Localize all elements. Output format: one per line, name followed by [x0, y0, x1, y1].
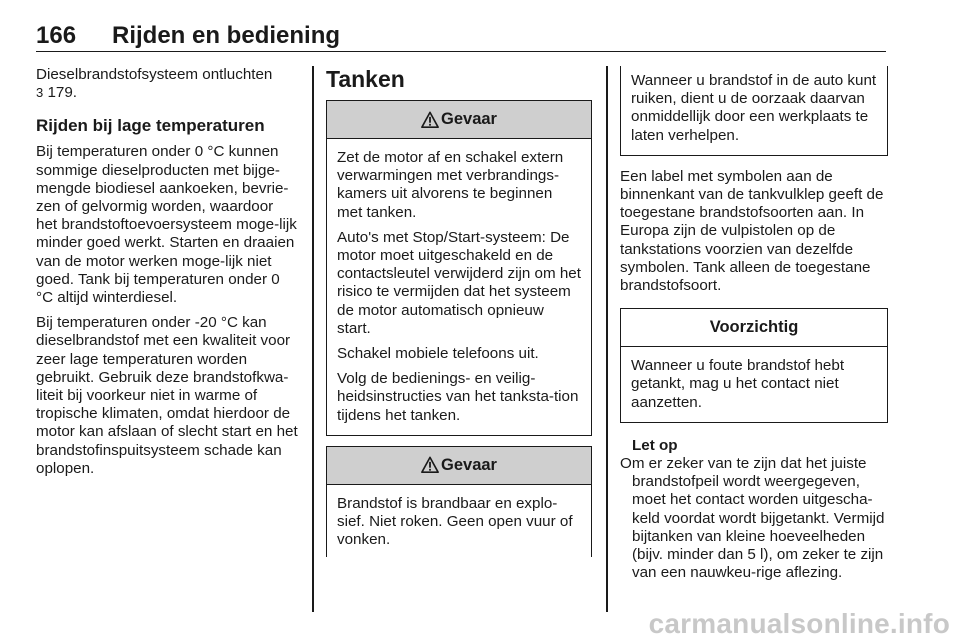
column-left — [36, 66, 298, 478]
column-divider-right — [606, 66, 608, 612]
paragraph-low-temp-1: Bij temperaturen onder 0 °C kunnen sommige dieselproducten met bijge-mengde biodiesel aankoeken, bevrie-zen of gelvormig worden, waardoor het brandstoftoevoersysteem moge-lijk minder goed werkt. Starten en draaien van de motor werken moge-lijk niet goed. Tank bij temperaturen onder 0 °C altijd winterdiesel. — [36, 143, 297, 307]
chapter-title: Rijden en bediening — [112, 22, 341, 49]
warning-2-paragraph: Brandstof is brandbaar en explo-sief. Niet roken. Geen open vuur of vonken. — [337, 494, 573, 549]
warning-triangle-icon — [421, 456, 439, 474]
warning-box-2 — [326, 446, 592, 558]
column-middle — [326, 66, 592, 557]
warning-box-1-header — [327, 101, 591, 139]
intro-line: Dieselbrandstofsysteem ontluchten — [36, 66, 273, 83]
note-block — [620, 437, 888, 583]
warning-box-1-title: Gevaar — [441, 110, 497, 128]
warning-1-paragraph: Schakel mobiele telefoons uit. — [337, 345, 539, 363]
warning-continuation-box — [620, 66, 888, 156]
column-right — [620, 66, 888, 582]
note-text: Om er zeker van te zijn dat het juiste brandstofpeil wordt weergegeven, moet het contact worden uitgescha-keld voordat wordt bijgetankt. Vermijd bijtanken van kleine hoeveelheden (bijv. minder dan 5 l), om zeker te zijn van een nauwkeu-rige aflezing. — [620, 455, 885, 582]
page-reference-link[interactable]: 179. — [43, 84, 78, 102]
reference-arrow-icon: 3 — [36, 85, 44, 101]
intro-text — [36, 66, 298, 102]
warning-box-1-body — [327, 139, 591, 435]
paragraph-low-temp-2: Bij temperaturen onder -20 °C kan dieselbrandstof met een kwaliteit voor zeer lage temperaturen worden gebruikt. Gebruik deze brandstofkwa-liteit bij voorkeur niet in warme of tropische klimaten, omdat hierdoor de motor kan afslaan of slecht start en het brandstofinspuitsysteem schade kan oplopen. — [36, 314, 298, 477]
warning-box-2-body — [327, 485, 591, 558]
warning-box-2-header — [327, 447, 591, 485]
caution-box-body — [621, 347, 887, 422]
page-number: 166 — [36, 22, 77, 49]
note-title: Let op — [632, 436, 678, 454]
page-header — [36, 18, 886, 52]
warning-1-paragraph: Volg de bedienings- en veilig-heidsinstructies van het tanksta-tion tijdens het tanken. — [337, 370, 579, 424]
section-heading-low-temp: Rijden bij lage temperaturen — [36, 116, 265, 136]
warning-continuation-text: Wanneer u brandstof in de auto kunt ruiken, dient u de oorzaak daarvan onmiddellijk door een werkplaats te laten verhelpen. — [631, 72, 877, 144]
warning-triangle-icon — [421, 111, 439, 129]
warning-box-1 — [326, 100, 592, 436]
watermark: carmanualsonline.info — [648, 608, 950, 639]
column-divider-left — [312, 66, 314, 612]
paragraph-fuel-label: Een label met symbolen aan de binnenkant van de tankvulklep geeft de toegestane brandstofsoorten aan. In Europa zijn de vulpistolen op de tankstations voorzien van dezelfde symbolen. Tank alleen de toegestane brandstofsoort. — [620, 167, 884, 295]
section-heading-tanken: Tanken — [326, 66, 405, 92]
warning-1-paragraph: Zet de motor af en schakel extern verwarmingen met verbrandings-kamers uit alvorens te beginnen met tanken. — [337, 149, 564, 221]
caution-box — [620, 308, 888, 423]
caution-box-header: Voorzichtig — [621, 309, 887, 347]
warning-1-paragraph: Auto's met Stop/Start-systeem: De motor moet uitgeschakeld en de contactsleutel verwijderd zijn om het risico te vermijden dat het systeem de motor automatisch opnieuw start. — [337, 228, 581, 337]
caution-text: Wanneer u foute brandstof hebt getankt, mag u het contact niet aanzetten. — [631, 357, 845, 411]
warning-box-2-title: Gevaar — [441, 455, 497, 474]
